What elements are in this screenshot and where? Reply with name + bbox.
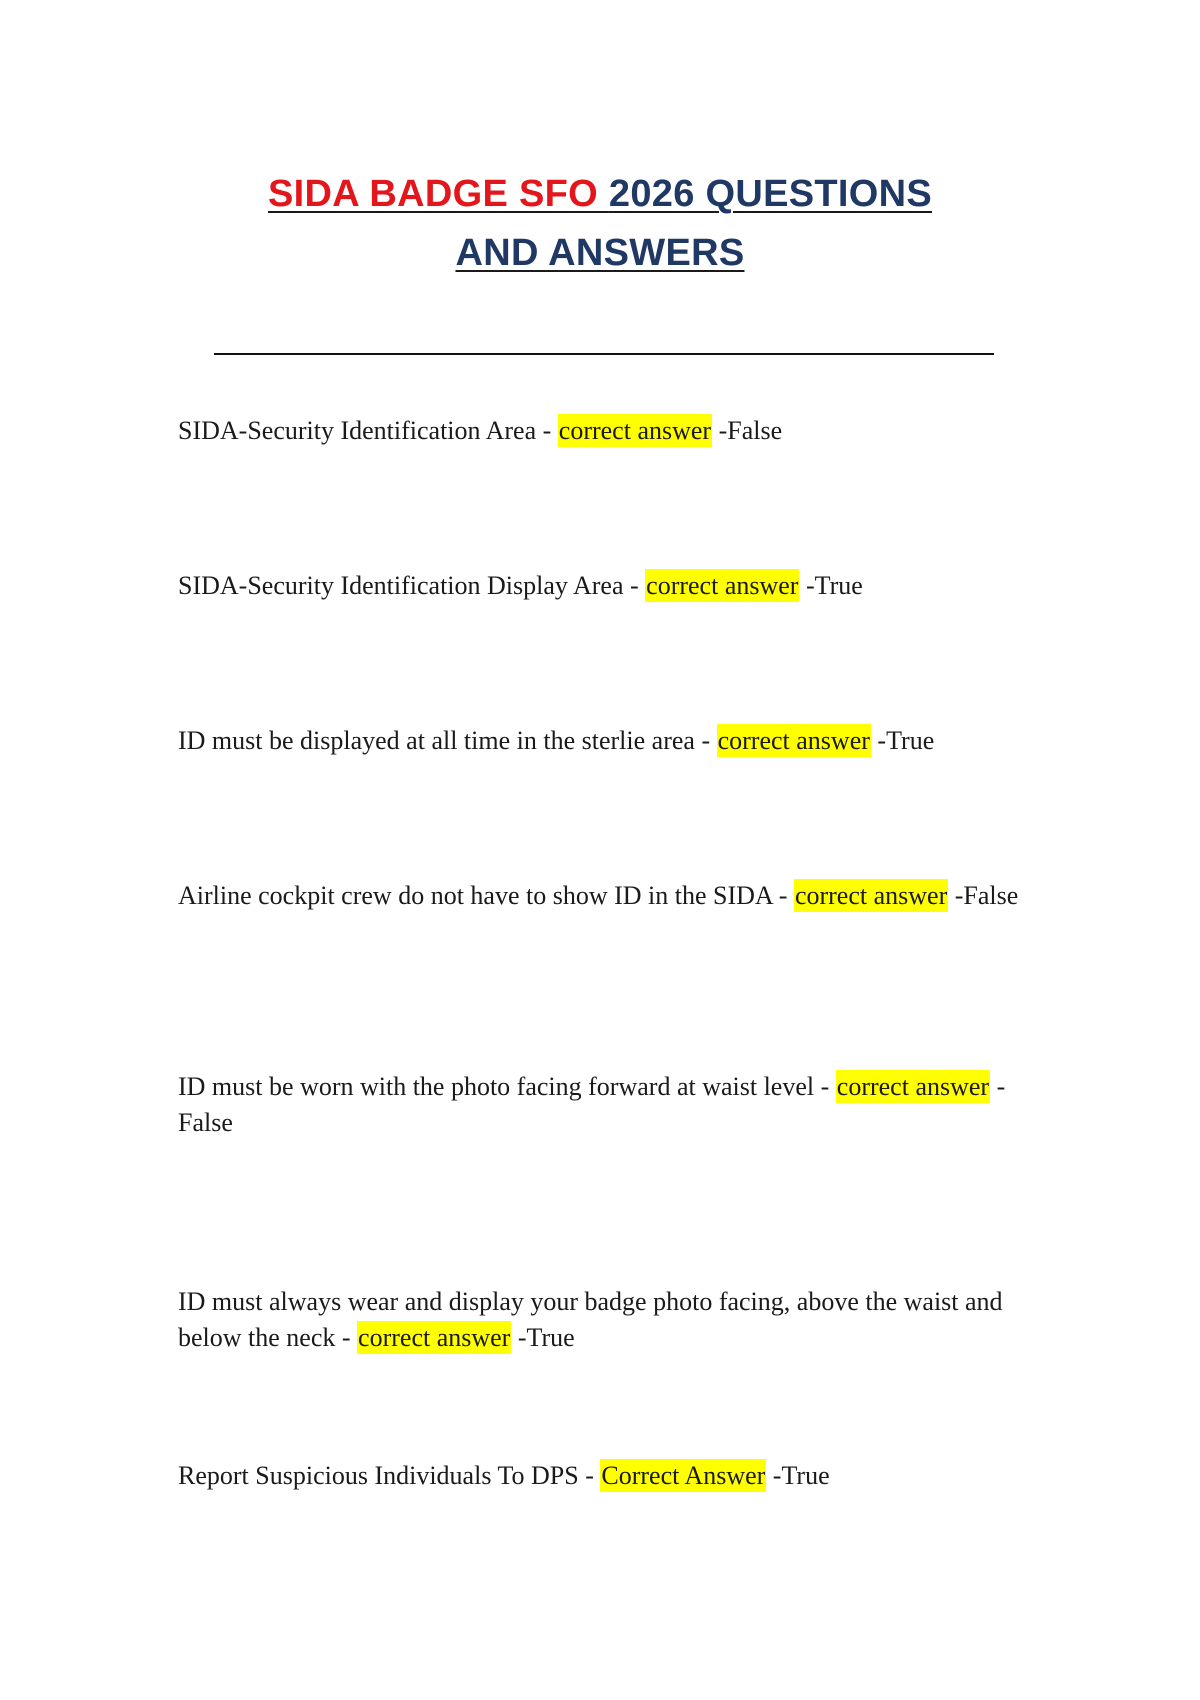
question-text: ID must be displayed at all time in the sterlie area - <box>178 726 717 755</box>
question-text: ID must be worn with the photo facing forward at waist level - <box>178 1072 836 1101</box>
answer-marker: correct answer <box>358 1323 511 1352</box>
question-text: Report Suspicious Individuals To DPS - <box>178 1461 601 1490</box>
answer-marker: correct answer <box>646 571 799 600</box>
answer-text: -True <box>766 1461 830 1490</box>
title-navy-part-2: AND ANSWERS <box>455 232 745 274</box>
answer-marker: correct answer <box>836 1072 990 1101</box>
qa-item <box>178 568 1028 604</box>
qa-item <box>178 1284 1028 1356</box>
answer-marker: correct answer <box>558 416 712 445</box>
answer-marker: Correct Answer <box>601 1461 766 1490</box>
question-text: Airline cockpit crew do not have to show ID in the SIDA - <box>178 881 794 910</box>
answer-text: -True <box>799 571 863 600</box>
qa-item <box>178 878 1028 914</box>
qa-item <box>178 413 1028 449</box>
answer-text: -True <box>870 726 935 755</box>
title-red-part: SIDA BADGE SFO <box>267 173 609 215</box>
question-text: ID must always wear and display your badge photo facing, above the waist and below the neck - <box>178 1287 1003 1352</box>
document-title-line-1 <box>0 165 1200 223</box>
answer-marker: correct answer <box>717 726 870 755</box>
question-text: SIDA-Security Identification Area - <box>178 416 558 445</box>
answer-text: -True <box>511 1323 575 1352</box>
answer-text: -False <box>948 881 1019 910</box>
horizontal-divider <box>214 353 994 355</box>
document-title-line-2 <box>0 224 1200 282</box>
qa-item <box>178 1069 1028 1141</box>
answer-text: -False <box>178 1072 1006 1137</box>
qa-item <box>178 1458 1028 1494</box>
question-text: SIDA-Security Identification Display Area - <box>178 571 646 600</box>
answer-marker: correct answer <box>794 881 948 910</box>
answer-text: -False <box>712 416 783 445</box>
title-navy-part: 2026 QUESTIONS <box>608 173 932 215</box>
qa-item <box>178 723 1028 759</box>
